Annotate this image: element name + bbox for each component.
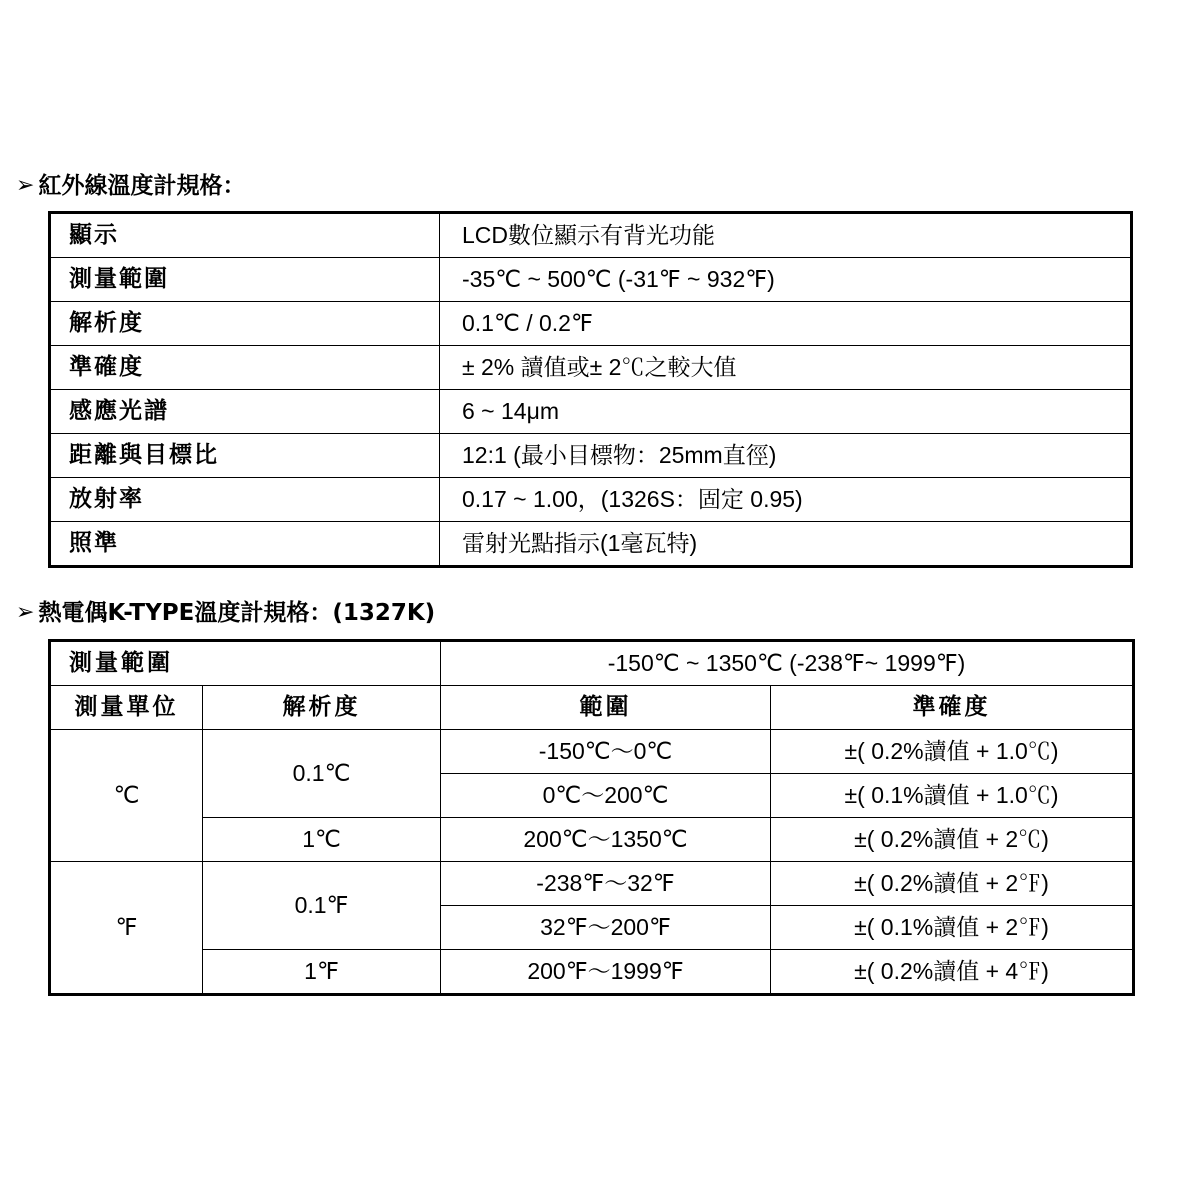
range-cell: 200℉～1999℉ <box>441 950 771 995</box>
ir-spec-heading <box>16 172 245 200</box>
range-cell: 0℃～200℃ <box>441 774 771 818</box>
accuracy-cell: ±( 0.2%讀值 + 2℉) <box>771 862 1134 906</box>
column-header-accuracy: 準確度 <box>771 686 1134 730</box>
tc-spec-table <box>48 639 1135 996</box>
table-row <box>50 818 1134 862</box>
ir-spec-table-body <box>50 213 1132 567</box>
tc-spec-heading-text: 熱電偶K-TYPE溫度計規格：(1327K) <box>38 600 436 626</box>
ir-row-value: -35℃ ~ 500℃ (-31℉ ~ 932℉) <box>440 258 1132 302</box>
table-row <box>50 478 1132 522</box>
table-row <box>50 641 1134 686</box>
tc-spec-heading <box>16 599 435 627</box>
ir-spec-table <box>48 211 1133 568</box>
ir-row-value: 0.17 ~ 1.00，(1326S：固定 0.95) <box>440 478 1132 522</box>
arrow-bullet-icon: ➢ <box>16 600 35 625</box>
ir-row-value: LCD數位顯示有背光功能 <box>440 213 1132 258</box>
column-header-unit: 測量單位 <box>50 686 203 730</box>
tc-range-value: -150℃ ~ 1350℃ (-238℉~ 1999℉) <box>441 641 1134 686</box>
table-row <box>50 302 1132 346</box>
tc-spec-table-body <box>50 641 1134 995</box>
ir-row-value: 雷射光點指示(1毫瓦特) <box>440 522 1132 567</box>
table-row <box>50 434 1132 478</box>
ir-row-label: 放射率 <box>50 478 440 522</box>
unit-cell: ℉ <box>50 862 203 995</box>
accuracy-cell: ±( 0.1%讀值 + 2℉) <box>771 906 1134 950</box>
range-cell: 200℃～1350℃ <box>441 818 771 862</box>
range-cell: -238℉～32℉ <box>441 862 771 906</box>
table-row <box>50 390 1132 434</box>
ir-row-label: 顯示 <box>50 213 440 258</box>
ir-row-label: 照準 <box>50 522 440 567</box>
table-row <box>50 213 1132 258</box>
ir-row-value: ± 2% 讀值或± 2℃之較大值 <box>440 346 1132 390</box>
resolution-cell: 0.1℃ <box>203 730 441 818</box>
range-cell: -150℃～0℃ <box>441 730 771 774</box>
ir-row-label: 準確度 <box>50 346 440 390</box>
ir-row-label: 測量範圍 <box>50 258 440 302</box>
accuracy-cell: ±( 0.2%讀值 + 1.0℃) <box>771 730 1134 774</box>
table-row <box>50 258 1132 302</box>
ir-spec-heading-text: 紅外線溫度計規格： <box>38 173 246 199</box>
table-row <box>50 730 1134 774</box>
ir-row-value: 0.1℃ / 0.2℉ <box>440 302 1132 346</box>
ir-row-label: 解析度 <box>50 302 440 346</box>
ir-row-value: 12:1 (最小目標物：25mm直徑) <box>440 434 1132 478</box>
resolution-cell: 1℃ <box>203 818 441 862</box>
table-row <box>50 862 1134 906</box>
accuracy-cell: ±( 0.2%讀值 + 2℃) <box>771 818 1134 862</box>
table-row <box>50 346 1132 390</box>
column-header-range: 範圍 <box>441 686 771 730</box>
ir-row-label: 距離與目標比 <box>50 434 440 478</box>
unit-cell: ℃ <box>50 730 203 862</box>
accuracy-cell: ±( 0.2%讀值 + 4℉) <box>771 950 1134 995</box>
resolution-cell: 0.1℉ <box>203 862 441 950</box>
ir-row-label: 感應光譜 <box>50 390 440 434</box>
resolution-cell: 1℉ <box>203 950 441 995</box>
table-row <box>50 950 1134 995</box>
range-cell: 32℉～200℉ <box>441 906 771 950</box>
table-header-row <box>50 686 1134 730</box>
table-row <box>50 522 1132 567</box>
column-header-resolution: 解析度 <box>203 686 441 730</box>
accuracy-cell: ±( 0.1%讀值 + 1.0℃) <box>771 774 1134 818</box>
arrow-bullet-icon: ➢ <box>16 173 35 198</box>
tc-range-label: 測量範圍 <box>50 641 441 686</box>
ir-row-value: 6 ~ 14μm <box>440 390 1132 434</box>
